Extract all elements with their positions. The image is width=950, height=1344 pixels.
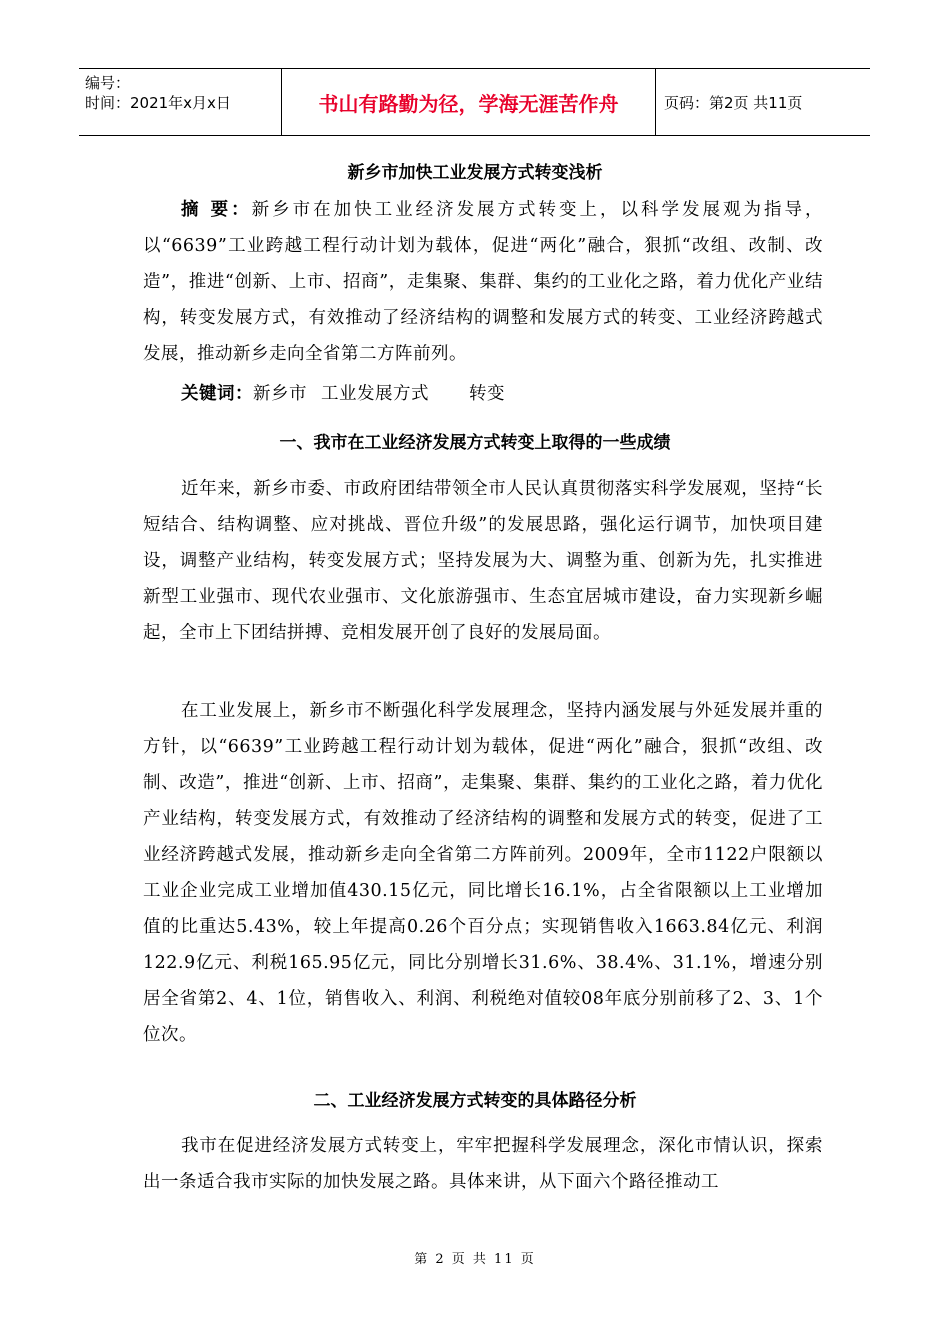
header-table — [79, 68, 870, 136]
section-heading-2: 二、工业经济发展方式转变的具体路径分析 — [313, 1091, 637, 1111]
abstract-paragraph — [143, 192, 823, 372]
section-heading-1: 一、我市在工业经济发展方式转变上取得的一些成绩 — [279, 433, 671, 453]
time-label: 时间：2021年x月x日 — [85, 94, 231, 112]
section2-paragraph-1: 我市在促进经济发展方式转变上，牢牢把握科学发展理念，深化市情认识，探索出一条适合我市实际的加快发展之路。具体来讲，从下面六个路径推动工 — [143, 1136, 823, 1192]
keywords-label: 关键词： — [181, 384, 253, 404]
page-footer: 第 2 页 共 11 页 — [414, 1252, 536, 1267]
keywords-paragraph — [143, 376, 823, 412]
keyword-item: 工业发展方式 — [321, 384, 429, 404]
section1-paragraph-1: 近年来，新乡市委、市政府团结带领全市人民认真贯彻落实科学发展观，坚持“长短结合、结构调整、应对挑战、晋位升级”的发展思路，强化运行调节，加快项目建设，调整产业结构，转变发展方式；坚持发展为大、调整为重、创新为先，扎实推进新型工业强市、现代农业强市、文化旅游强市、生态宜居城市建设，奋力实现新乡崛起，全市上下团结拼搏、竞相发展开创了良好的发展局面。 — [143, 479, 823, 643]
header-motto: 书山有路勤为径，学海无涯苦作舟 — [282, 69, 656, 135]
number-label: 编号： — [85, 74, 131, 92]
header-meta — [79, 69, 282, 135]
abstract-label: 摘 要： — [181, 200, 252, 220]
document-title: 新乡市加快工业发展方式转变浅析 — [347, 163, 603, 183]
abstract-text: 新乡市在加快工业经济发展方式转变上，以科学发展观为指导，以“6639”工业跨越工程行动计划为载体，促进“两化”融合，狠抓“改组、改制、改造”，推进“创新、上市、招商”，走集聚、集群、集约的工业化之路，着力优化产业结构，转变发展方式，有效推动了经济结构的调整和发展方式的转变、工业经济跨越式发展，推动新乡走向全省第二方阵前列。 — [143, 200, 824, 364]
header-page-label: 页码：第2页 共11页 — [664, 93, 803, 112]
keyword-item: 转变 — [469, 384, 505, 404]
keyword-item: 新乡市 — [253, 384, 307, 404]
section1-paragraph-2: 在工业发展上，新乡市不断强化科学发展理念，坚持内涵发展与外延发展并重的方针，以“6639”工业跨越工程行动计划为载体，促进“两化”融合，狠抓“改组、改制、改造”，推进“创新、上市、招商”，走集聚、集群、集约的工业化之路，着力优化产业结构，转变发展方式，有效推动了经济结构的调整和发展方式的转变，促进了工业经济跨越式发展，推动新乡走向全省第二方阵前列。2009年，全市1122户限额以工业企业完成工业增加值430.15亿元，同比增长16.1%，占全省限额以上工业增加值的比重达5.43%，较上年提高0.26个百分点；实现销售收入1663.84亿元、利润122.9亿元、利税165.95亿元，同比分别增长31.6%、38.4%、31.1%，增速分别居全省第2、4、1位，销售收入、利润、利税绝对值较08年底分别前移了2、3、1个位次。 — [143, 701, 823, 1045]
